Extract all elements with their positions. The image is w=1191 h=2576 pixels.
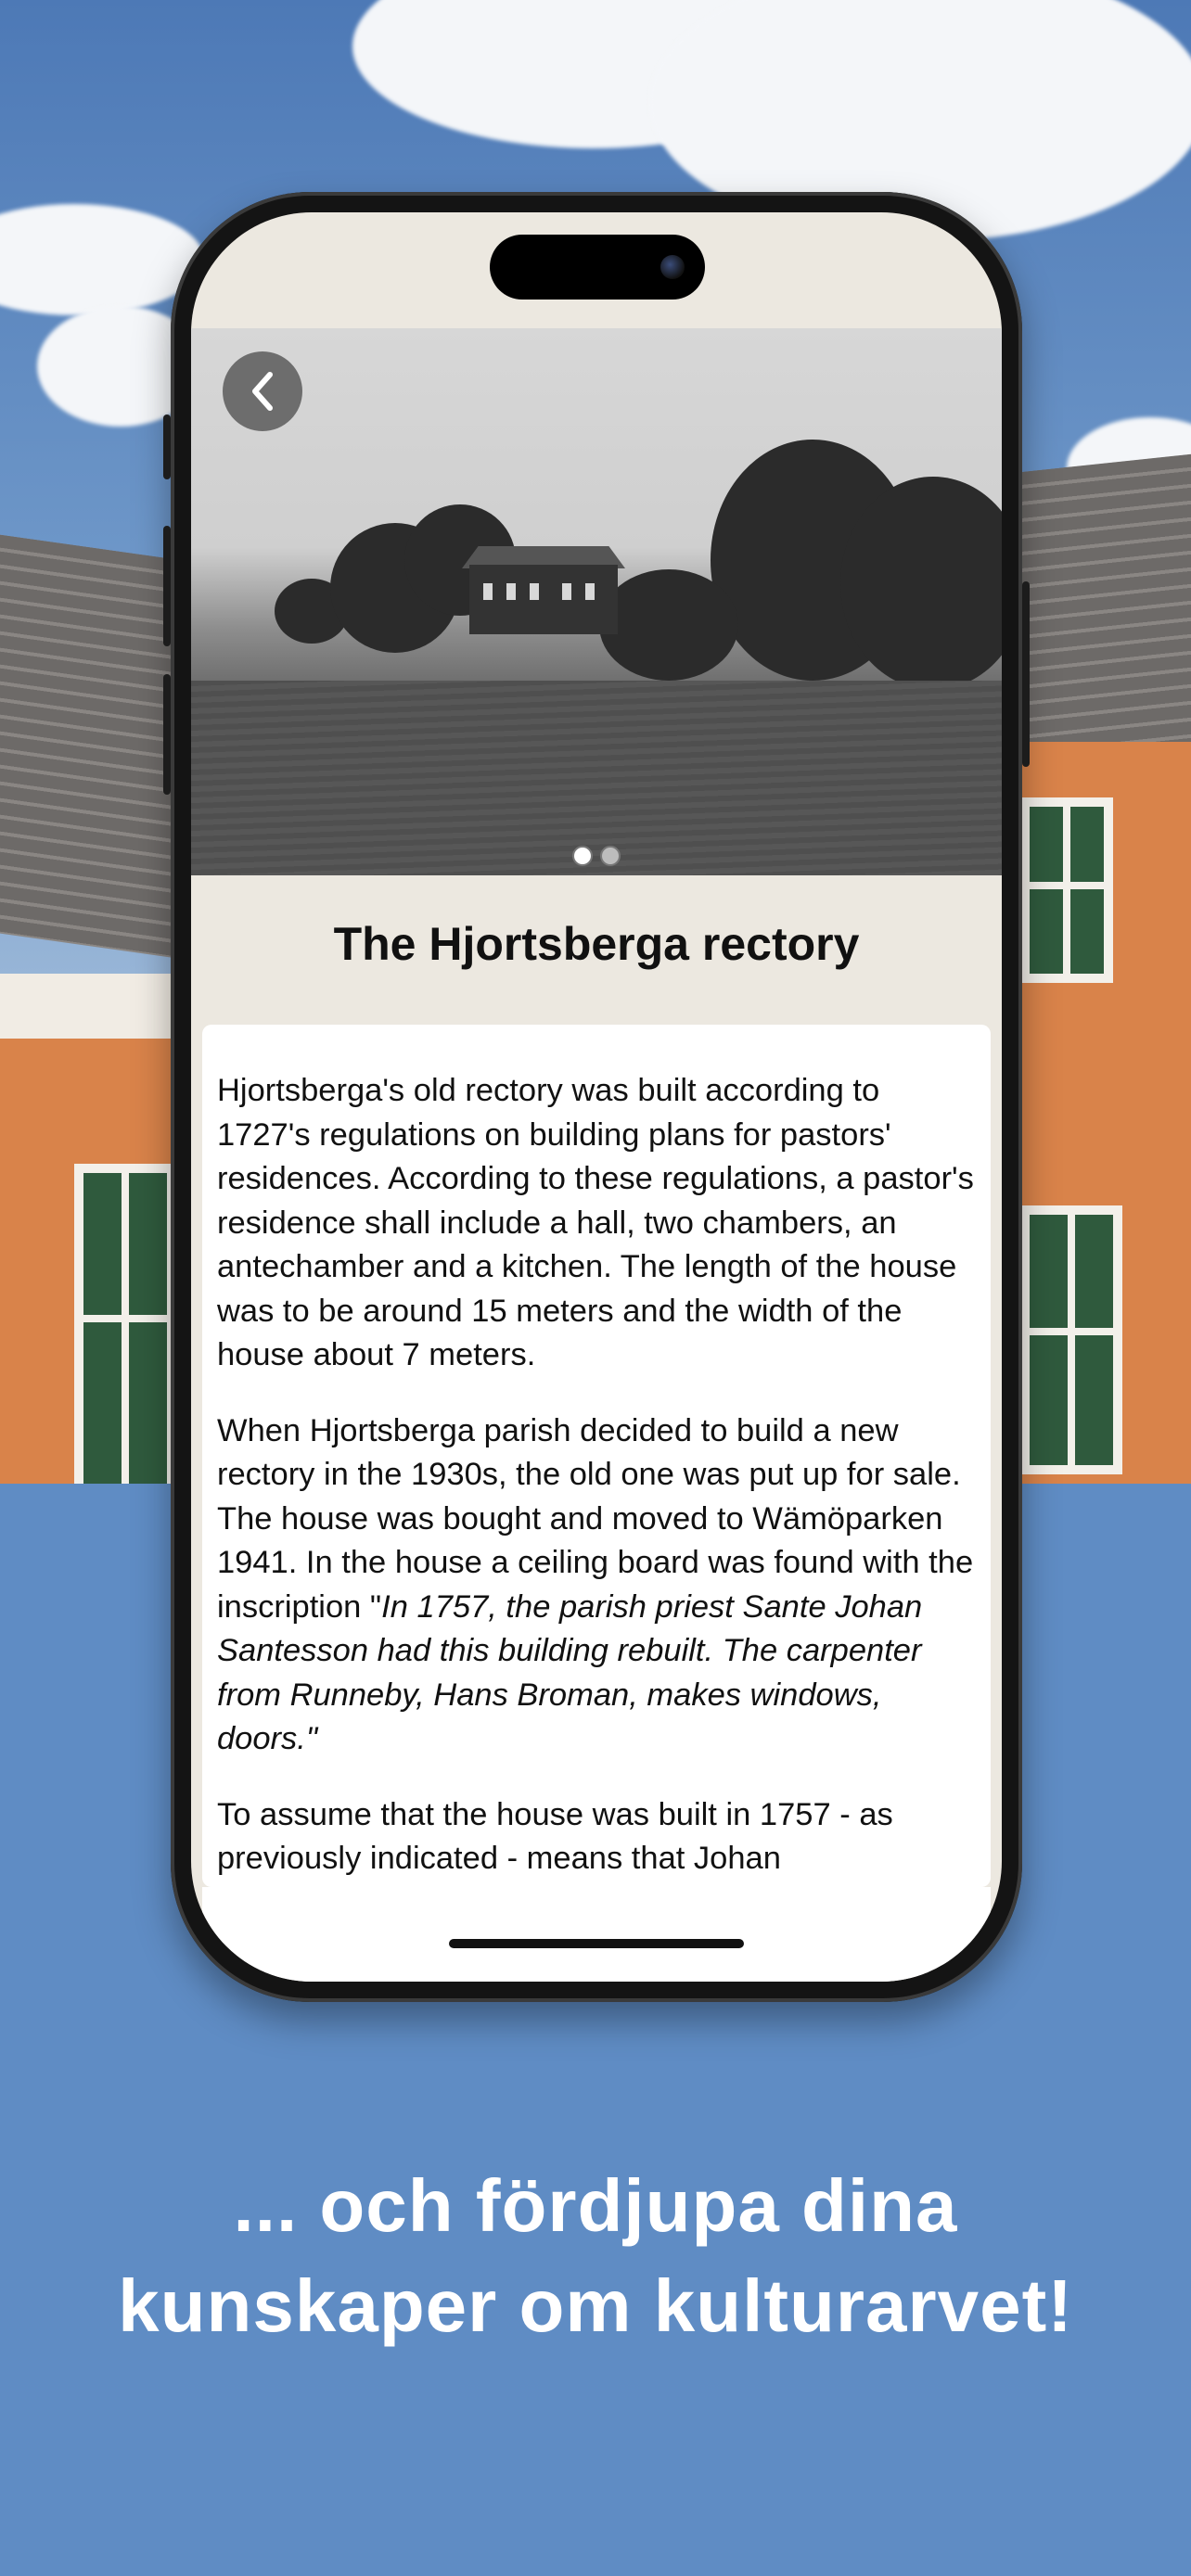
volume-up-button — [163, 526, 171, 646]
carousel-dots — [191, 846, 1002, 871]
article-card[interactable] — [202, 1025, 991, 1887]
house-window — [562, 583, 571, 600]
phone-frame — [171, 192, 1022, 2002]
carousel-dot-1[interactable] — [572, 846, 593, 866]
cornice-left — [0, 974, 176, 1039]
dynamic-island — [490, 235, 705, 300]
paragraph-2-inscription: In 1757, the parish priest Sante Johan Santesson had this building rebuilt. The carpenter from Runneby, Hans Broman, makes windows, doors." — [217, 1588, 923, 1756]
window-left — [74, 1164, 176, 1498]
house-window — [483, 583, 493, 600]
home-indicator[interactable] — [449, 1939, 744, 1948]
phone-screen — [191, 212, 1002, 1982]
roof-left — [0, 535, 176, 959]
rectory-photo[interactable] — [191, 328, 1002, 875]
house-window — [585, 583, 595, 600]
tree — [599, 569, 738, 681]
paragraph-1: Hjortsberga's old rectory was built according to 1727's regulations on building plans for pastors' residences. According to these regulations, a pastor's residence shall include a hall, two chambers, an antechamber and a kitchen. The length of the house was to be around 15 meters and the width of the house about 7 meters. — [217, 1073, 974, 1372]
house-window — [506, 583, 516, 600]
volume-down-button — [163, 674, 171, 795]
back-button[interactable] — [223, 351, 302, 431]
carousel-dot-2[interactable] — [600, 846, 621, 866]
paragraph-2-text: When Hjortsberga parish decided to build a new rectory in the 1930s, the old one was put up for sale. The house was bought and moved to Wämöparken 1941. In the house a ceiling board was found with the inscription " — [217, 1412, 974, 1625]
bottom-safe-area — [202, 1887, 991, 1982]
camera-icon — [660, 255, 685, 279]
paragraph-2 — [217, 1409, 976, 1762]
page-title: The Hjortsberga rectory — [333, 918, 860, 970]
caption-line-1: ... och fördjupa dina — [233, 2164, 958, 2247]
window-right-lower — [1020, 1205, 1122, 1474]
power-button — [1022, 581, 1030, 767]
action-button — [163, 414, 171, 479]
caption-line-2: kunskaper om kulturarvet! — [118, 2264, 1073, 2347]
window-right-upper — [1020, 797, 1113, 983]
house-window — [530, 583, 539, 600]
promo-caption — [0, 2156, 1191, 2356]
chevron-left-icon — [244, 369, 281, 414]
paragraph-3: To assume that the house was built in 1757 - as previously indicated - means that Johan — [217, 1796, 893, 1876]
